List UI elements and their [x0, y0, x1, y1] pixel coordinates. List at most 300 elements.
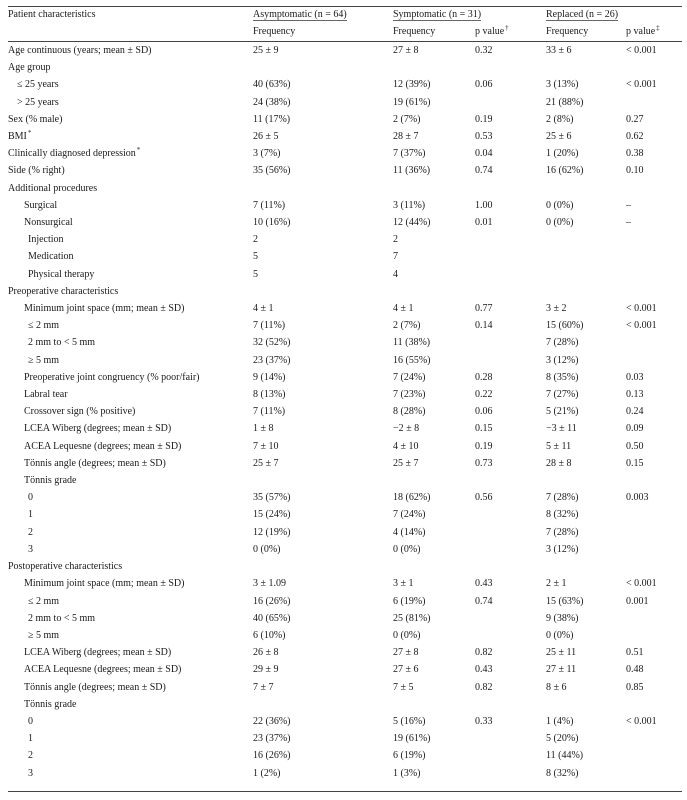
- cell-symptomatic-pvalue: [475, 610, 546, 627]
- row-label-text: 1: [28, 733, 33, 745]
- row-label: [8, 661, 253, 678]
- table-row: [8, 524, 682, 541]
- row-label-text: BMI: [8, 131, 27, 143]
- cell-replaced-frequency: [546, 180, 626, 197]
- header-pvalue-rep: [626, 23, 682, 42]
- cell-symptomatic-pvalue: 0.01: [475, 217, 493, 229]
- cell-symptomatic-pvalue: 0.74: [475, 595, 493, 607]
- row-label-text: ACEA Lequesne (degrees; mean ± SD): [24, 440, 182, 452]
- table-body: [8, 42, 682, 782]
- header-row-subcolumns: [8, 23, 682, 42]
- row-label-text: Surgical: [24, 199, 58, 211]
- cell-replaced-frequency: 3 (12%): [546, 354, 579, 366]
- cell-replaced-pvalue: 0.03: [626, 371, 644, 383]
- cell-replaced-frequency: 7 (28%): [546, 337, 579, 349]
- cell-symptomatic-pvalue: [475, 248, 546, 265]
- header-replaced: [546, 7, 682, 24]
- cell-asymptomatic-frequency: 23 (37%): [253, 733, 291, 745]
- cell-replaced-pvalue: [626, 765, 682, 782]
- cell-asymptomatic-frequency: 23 (37%): [253, 354, 291, 366]
- cell-symptomatic-frequency: 8 (28%): [393, 406, 426, 418]
- cell-replaced-pvalue: [626, 248, 682, 265]
- row-label: [8, 42, 253, 60]
- cell-symptomatic-pvalue: [475, 696, 546, 713]
- table-row: [8, 558, 682, 575]
- cell-symptomatic-pvalue: 0.19: [475, 113, 493, 125]
- table-row: [8, 627, 682, 644]
- table-row: [8, 94, 682, 111]
- row-label-text: Tönnis angle (degrees; mean ± SD): [24, 457, 166, 469]
- row-label: [8, 489, 253, 506]
- cell-symptomatic-frequency: [393, 180, 475, 197]
- row-label: [8, 747, 253, 764]
- cell-asymptomatic-frequency: 35 (57%): [253, 492, 291, 504]
- cell-asymptomatic-frequency: 7 (11%): [253, 406, 286, 418]
- cell-symptomatic-pvalue: [475, 765, 546, 782]
- cell-asymptomatic-frequency: [253, 472, 393, 489]
- row-label-text: ≥ 5 mm: [28, 629, 60, 641]
- cell-symptomatic-frequency: 4 ± 1: [393, 303, 414, 315]
- cell-replaced-pvalue: [626, 730, 682, 747]
- row-label: [8, 94, 253, 111]
- footnote-mark: *: [136, 145, 141, 154]
- table-row: [8, 334, 682, 351]
- row-label-text: 0: [28, 492, 33, 504]
- row-label: [8, 730, 253, 747]
- cell-symptomatic-frequency: 4 (14%): [393, 526, 426, 538]
- table-row: [8, 266, 682, 283]
- cell-replaced-frequency: 0 (0%): [546, 217, 574, 229]
- row-label: [8, 300, 253, 317]
- row-label: [8, 455, 253, 472]
- cell-symptomatic-pvalue: [475, 730, 546, 747]
- cell-replaced-frequency: 5 ± 11: [546, 440, 572, 452]
- row-label-text: LCEA Wiberg (degrees; mean ± SD): [24, 647, 172, 659]
- row-label-text: Clinically diagnosed depression: [8, 148, 136, 160]
- cell-replaced-frequency: [546, 696, 626, 713]
- row-label: [8, 438, 253, 455]
- cell-replaced-frequency: 9 (38%): [546, 612, 579, 624]
- cell-symptomatic-pvalue: [475, 747, 546, 764]
- table-row: [8, 317, 682, 334]
- cell-replaced-pvalue: –: [626, 217, 632, 229]
- row-label: [8, 765, 253, 782]
- cell-asymptomatic-frequency: [253, 696, 393, 713]
- cell-replaced-frequency: [546, 248, 626, 265]
- cell-symptomatic-pvalue: 0.53: [475, 131, 493, 143]
- cell-replaced-pvalue: [626, 59, 682, 76]
- cell-symptomatic-pvalue: 0.82: [475, 647, 493, 659]
- cell-asymptomatic-frequency: 24 (38%): [253, 96, 291, 108]
- cell-replaced-frequency: 1 (20%): [546, 148, 579, 160]
- row-label-text: Crossover sign (% positive): [24, 406, 136, 418]
- cell-symptomatic-frequency: 4: [393, 268, 398, 280]
- cell-symptomatic-frequency: 25 (81%): [393, 612, 431, 624]
- cell-asymptomatic-frequency: 5: [253, 268, 258, 280]
- header-frequency-rep: Frequency: [546, 26, 589, 37]
- table-row: [8, 42, 682, 60]
- header-row-groups: [8, 7, 682, 24]
- cell-symptomatic-frequency: 7: [393, 251, 398, 263]
- row-label: [8, 403, 253, 420]
- table-row: [8, 352, 682, 369]
- cell-asymptomatic-frequency: 12 (19%): [253, 526, 291, 538]
- cell-replaced-frequency: 5 (21%): [546, 406, 579, 418]
- header-symptomatic: [393, 7, 546, 24]
- footnote-mark-dagger: †: [505, 23, 509, 32]
- cell-asymptomatic-frequency: 8 (13%): [253, 389, 286, 401]
- table-row: [8, 610, 682, 627]
- cell-asymptomatic-frequency: 25 ± 9: [253, 45, 279, 56]
- cell-symptomatic-frequency: 19 (61%): [393, 733, 431, 745]
- table-row: [8, 59, 682, 76]
- cell-asymptomatic-frequency: 3 (7%): [253, 148, 281, 160]
- row-label: [8, 180, 253, 197]
- row-label: [8, 162, 253, 179]
- footnote-mark-double-dagger: ‡: [656, 23, 660, 32]
- table-row: [8, 489, 682, 506]
- cell-asymptomatic-frequency: [253, 283, 393, 300]
- cell-symptomatic-pvalue: [475, 283, 546, 300]
- cell-replaced-frequency: 2 ± 1: [546, 578, 567, 590]
- header-pvalue-sym: [475, 23, 546, 42]
- row-label-text: ≤ 25 years: [17, 79, 59, 91]
- cell-symptomatic-pvalue: 0.56: [475, 492, 493, 504]
- cell-symptomatic-pvalue: [475, 352, 546, 369]
- row-label: [8, 472, 253, 489]
- cell-symptomatic-frequency: [393, 558, 475, 575]
- row-label-text: 2 mm to < 5 mm: [28, 337, 96, 349]
- cell-replaced-pvalue: [626, 506, 682, 523]
- row-label-text: Side (% right): [8, 165, 65, 177]
- cell-replaced-pvalue: [626, 180, 682, 197]
- header-characteristics: Patient characteristics: [8, 9, 96, 20]
- cell-replaced-pvalue: [626, 283, 682, 300]
- cell-asymptomatic-frequency: 7 ± 10: [253, 440, 279, 452]
- cell-asymptomatic-frequency: 11 (17%): [253, 113, 291, 125]
- row-label-text: Medication: [28, 251, 74, 263]
- cell-replaced-frequency: [546, 59, 626, 76]
- cell-symptomatic-frequency: 28 ± 7: [393, 131, 419, 143]
- cell-symptomatic-frequency: 25 ± 7: [393, 457, 419, 469]
- table-row: [8, 730, 682, 747]
- table-row: [8, 197, 682, 214]
- cell-replaced-pvalue: [626, 541, 682, 558]
- cell-replaced-pvalue: 0.24: [626, 406, 644, 418]
- cell-symptomatic-pvalue: 0.73: [475, 457, 493, 469]
- cell-symptomatic-frequency: 7 (37%): [393, 148, 426, 160]
- row-label-text: ACEA Lequesne (degrees; mean ± SD): [24, 664, 182, 676]
- cell-symptomatic-pvalue: [475, 334, 546, 351]
- cell-replaced-pvalue: < 0.001: [626, 320, 657, 332]
- row-label-text: Physical therapy: [28, 268, 95, 280]
- cell-asymptomatic-frequency: 29 ± 9: [253, 664, 279, 676]
- cell-asymptomatic-frequency: 40 (63%): [253, 79, 291, 91]
- cell-replaced-frequency: 27 ± 11: [546, 664, 577, 676]
- cell-asymptomatic-frequency: 10 (16%): [253, 217, 291, 229]
- cell-replaced-frequency: 8 ± 6: [546, 681, 567, 693]
- cell-asymptomatic-frequency: 9 (14%): [253, 371, 286, 383]
- cell-symptomatic-pvalue: [475, 59, 546, 76]
- cell-symptomatic-pvalue: [475, 231, 546, 248]
- row-label-text: 0: [28, 715, 33, 727]
- row-label-text: Minimum joint space (mm; mean ± SD): [24, 303, 185, 315]
- row-label-text: Tönnis grade: [24, 475, 77, 487]
- row-label-text: 3: [28, 767, 33, 779]
- table-row: [8, 661, 682, 678]
- cell-symptomatic-frequency: 12 (39%): [393, 79, 431, 91]
- cell-symptomatic-pvalue: 0.32: [475, 45, 493, 56]
- header-frequency-sym: Frequency: [393, 26, 436, 37]
- cell-symptomatic-pvalue: 0.74: [475, 165, 493, 177]
- row-label: [8, 558, 253, 575]
- row-label-text: Age group: [8, 62, 51, 74]
- cell-replaced-pvalue: [626, 558, 682, 575]
- cell-symptomatic-frequency: 1 (3%): [393, 767, 421, 779]
- cell-replaced-pvalue: 0.15: [626, 457, 644, 469]
- table-row: [8, 180, 682, 197]
- cell-replaced-frequency: 0 (0%): [546, 629, 574, 641]
- cell-symptomatic-frequency: 2 (7%): [393, 320, 421, 332]
- cell-replaced-pvalue: [626, 747, 682, 764]
- cell-replaced-pvalue: 0.13: [626, 389, 644, 401]
- cell-replaced-pvalue: 0.51: [626, 647, 644, 659]
- table-row: [8, 438, 682, 455]
- table-row: [8, 214, 682, 231]
- row-label-text: Nonsurgical: [24, 217, 73, 229]
- cell-asymptomatic-frequency: 26 ± 8: [253, 647, 279, 659]
- table-row: [8, 128, 682, 145]
- cell-asymptomatic-frequency: 1 (2%): [253, 767, 281, 779]
- cell-replaced-pvalue: 0.003: [626, 492, 649, 504]
- cell-symptomatic-frequency: 2: [393, 234, 398, 246]
- cell-asymptomatic-frequency: [253, 180, 393, 197]
- row-label-text: ≤ 2 mm: [28, 595, 60, 607]
- table-row: [8, 747, 682, 764]
- cell-replaced-frequency: 7 (28%): [546, 492, 579, 504]
- row-label: [8, 317, 253, 334]
- table-row: [8, 679, 682, 696]
- cell-symptomatic-pvalue: 0.33: [475, 715, 493, 727]
- cell-asymptomatic-frequency: 22 (36%): [253, 715, 291, 727]
- cell-replaced-pvalue: 0.62: [626, 131, 644, 143]
- cell-symptomatic-pvalue: [475, 506, 546, 523]
- cell-replaced-pvalue: < 0.001: [626, 79, 657, 91]
- cell-replaced-frequency: 8 (32%): [546, 509, 579, 521]
- cell-replaced-pvalue: 0.38: [626, 148, 644, 160]
- cell-symptomatic-pvalue: 0.06: [475, 79, 493, 91]
- table-row: [8, 696, 682, 713]
- row-label-text: > 25 years: [17, 96, 59, 108]
- table-row: [8, 403, 682, 420]
- row-label: [8, 214, 253, 231]
- table-row: [8, 145, 682, 162]
- cell-asymptomatic-frequency: 7 ± 7: [253, 681, 274, 693]
- cell-symptomatic-frequency: 11 (36%): [393, 165, 431, 177]
- cell-asymptomatic-frequency: 32 (52%): [253, 337, 291, 349]
- cell-symptomatic-pvalue: 0.28: [475, 371, 493, 383]
- cell-replaced-pvalue: [626, 696, 682, 713]
- table-row: [8, 369, 682, 386]
- row-label: [8, 231, 253, 248]
- table-row: [8, 455, 682, 472]
- cell-replaced-frequency: 8 (32%): [546, 767, 579, 779]
- cell-replaced-pvalue: 0.10: [626, 165, 644, 177]
- row-label-text: LCEA Wiberg (degrees; mean ± SD): [24, 423, 172, 435]
- table-row: [8, 765, 682, 782]
- cell-symptomatic-frequency: 27 ± 6: [393, 664, 419, 676]
- table-row: [8, 162, 682, 179]
- row-label: [8, 420, 253, 437]
- header-blank: [8, 23, 253, 42]
- cell-replaced-frequency: 16 (62%): [546, 165, 584, 177]
- row-label: [8, 644, 253, 661]
- row-label: [8, 575, 253, 592]
- cell-replaced-pvalue: 0.001: [626, 595, 649, 607]
- cell-symptomatic-pvalue: [475, 627, 546, 644]
- row-label: [8, 128, 253, 145]
- cell-symptomatic-frequency: 27 ± 8: [393, 45, 419, 56]
- cell-replaced-pvalue: 0.09: [626, 423, 644, 435]
- cell-symptomatic-pvalue: 0.22: [475, 389, 493, 401]
- row-label-text: Injection: [28, 234, 64, 246]
- table-row: [8, 300, 682, 317]
- row-label: [8, 76, 253, 93]
- row-label: [8, 334, 253, 351]
- cell-symptomatic-frequency: 11 (38%): [393, 337, 431, 349]
- cell-replaced-pvalue: 0.85: [626, 681, 644, 693]
- header-symptomatic-label: Symptomatic (n = 31): [393, 9, 482, 20]
- cell-replaced-pvalue: [626, 266, 682, 283]
- cell-symptomatic-frequency: 27 ± 8: [393, 647, 419, 659]
- row-label-text: Postoperative characteristics: [8, 561, 123, 573]
- cell-asymptomatic-frequency: 1 ± 8: [253, 423, 274, 435]
- row-label: [8, 369, 253, 386]
- cell-replaced-frequency: 11 (44%): [546, 750, 584, 762]
- cell-replaced-pvalue: < 0.001: [626, 303, 657, 315]
- cell-replaced-frequency: 7 (27%): [546, 389, 579, 401]
- table-row: [8, 593, 682, 610]
- cell-replaced-pvalue: [626, 231, 682, 248]
- table-row: [8, 420, 682, 437]
- cell-asymptomatic-frequency: 6 (10%): [253, 629, 286, 641]
- cell-replaced-pvalue: [626, 352, 682, 369]
- row-label-text: Minimum joint space (mm; mean ± SD): [24, 578, 185, 590]
- table-row: [8, 575, 682, 592]
- cell-asymptomatic-frequency: 5: [253, 251, 258, 263]
- characteristics-table: [8, 6, 682, 782]
- header-replaced-label: Replaced (n = 26): [546, 9, 619, 20]
- row-label-text: Age continuous (years; mean ± SD): [8, 45, 152, 56]
- cell-replaced-frequency: 15 (60%): [546, 320, 584, 332]
- cell-symptomatic-frequency: 18 (62%): [393, 492, 431, 504]
- cell-asymptomatic-frequency: 4 ± 1: [253, 303, 274, 315]
- cell-symptomatic-frequency: 4 ± 10: [393, 440, 419, 452]
- row-label: [8, 524, 253, 541]
- cell-symptomatic-pvalue: [475, 266, 546, 283]
- cell-asymptomatic-frequency: 3 ± 1.09: [253, 578, 286, 590]
- header-pvalue-rep-label: p value: [626, 26, 656, 37]
- cell-replaced-frequency: 28 ± 8: [546, 457, 572, 469]
- row-label: [8, 266, 253, 283]
- row-label: [8, 593, 253, 610]
- cell-symptomatic-frequency: 2 (7%): [393, 113, 421, 125]
- cell-symptomatic-frequency: 7 (24%): [393, 509, 426, 521]
- row-label-text: Tönnis grade: [24, 698, 77, 710]
- cell-symptomatic-frequency: 3 ± 1: [393, 578, 414, 590]
- cell-replaced-frequency: [546, 558, 626, 575]
- row-label-text: ≥ 5 mm: [28, 354, 60, 366]
- cell-symptomatic-frequency: [393, 59, 475, 76]
- header-pvalue-sym-label: p value: [475, 26, 505, 37]
- cell-symptomatic-pvalue: [475, 524, 546, 541]
- cell-replaced-frequency: 5 (20%): [546, 733, 579, 745]
- row-label: [8, 713, 253, 730]
- cell-symptomatic-pvalue: [475, 541, 546, 558]
- cell-replaced-frequency: −3 ± 11: [546, 423, 577, 435]
- cell-replaced-pvalue: < 0.001: [626, 45, 657, 56]
- cell-replaced-frequency: 15 (63%): [546, 595, 584, 607]
- cell-replaced-pvalue: 0.50: [626, 440, 644, 452]
- header-asymptomatic-label: Asymptomatic (n = 64): [253, 9, 347, 20]
- cell-asymptomatic-frequency: 0 (0%): [253, 543, 281, 555]
- row-label: [8, 696, 253, 713]
- cell-asymptomatic-frequency: 26 ± 5: [253, 131, 279, 143]
- footnote-mark: *: [27, 128, 32, 137]
- cell-replaced-frequency: [546, 266, 626, 283]
- cell-symptomatic-frequency: 3 (11%): [393, 199, 426, 211]
- cell-symptomatic-frequency: 12 (44%): [393, 217, 431, 229]
- cell-asymptomatic-frequency: 40 (65%): [253, 612, 291, 624]
- row-label: [8, 145, 253, 162]
- cell-symptomatic-pvalue: 0.15: [475, 423, 493, 435]
- row-label-text: Labral tear: [24, 389, 68, 401]
- row-label: [8, 541, 253, 558]
- cell-symptomatic-frequency: 7 (24%): [393, 371, 426, 383]
- row-label-text: 2: [28, 526, 33, 538]
- cell-symptomatic-pvalue: 0.82: [475, 681, 493, 693]
- cell-symptomatic-frequency: 6 (19%): [393, 595, 426, 607]
- row-label-text: 1: [28, 509, 33, 521]
- row-label: [8, 627, 253, 644]
- cell-replaced-frequency: 2 (8%): [546, 113, 574, 125]
- table-row: [8, 283, 682, 300]
- row-label-text: Additional procedures: [8, 182, 98, 194]
- cell-asymptomatic-frequency: 2: [253, 234, 258, 246]
- row-label: [8, 197, 253, 214]
- table-row: [8, 386, 682, 403]
- cell-replaced-pvalue: < 0.001: [626, 578, 657, 590]
- cell-symptomatic-pvalue: 0.19: [475, 440, 493, 452]
- cell-replaced-frequency: 3 ± 2: [546, 303, 567, 315]
- header-frequency-asym: Frequency: [253, 26, 296, 37]
- cell-replaced-pvalue: [626, 334, 682, 351]
- cell-symptomatic-pvalue: [475, 558, 546, 575]
- cell-symptomatic-pvalue: 1.00: [475, 199, 493, 211]
- row-label-text: 2 mm to < 5 mm: [28, 612, 96, 624]
- cell-replaced-frequency: 21 (88%): [546, 96, 584, 108]
- cell-symptomatic-frequency: [393, 696, 475, 713]
- row-label: [8, 610, 253, 627]
- cell-asymptomatic-frequency: [253, 558, 393, 575]
- table-row: [8, 713, 682, 730]
- table-row: [8, 111, 682, 128]
- cell-symptomatic-pvalue: [475, 472, 546, 489]
- table-row: [8, 76, 682, 93]
- cell-replaced-pvalue: [626, 472, 682, 489]
- header-asymptomatic: [253, 7, 393, 24]
- row-label-text: Sex (% male): [8, 113, 63, 125]
